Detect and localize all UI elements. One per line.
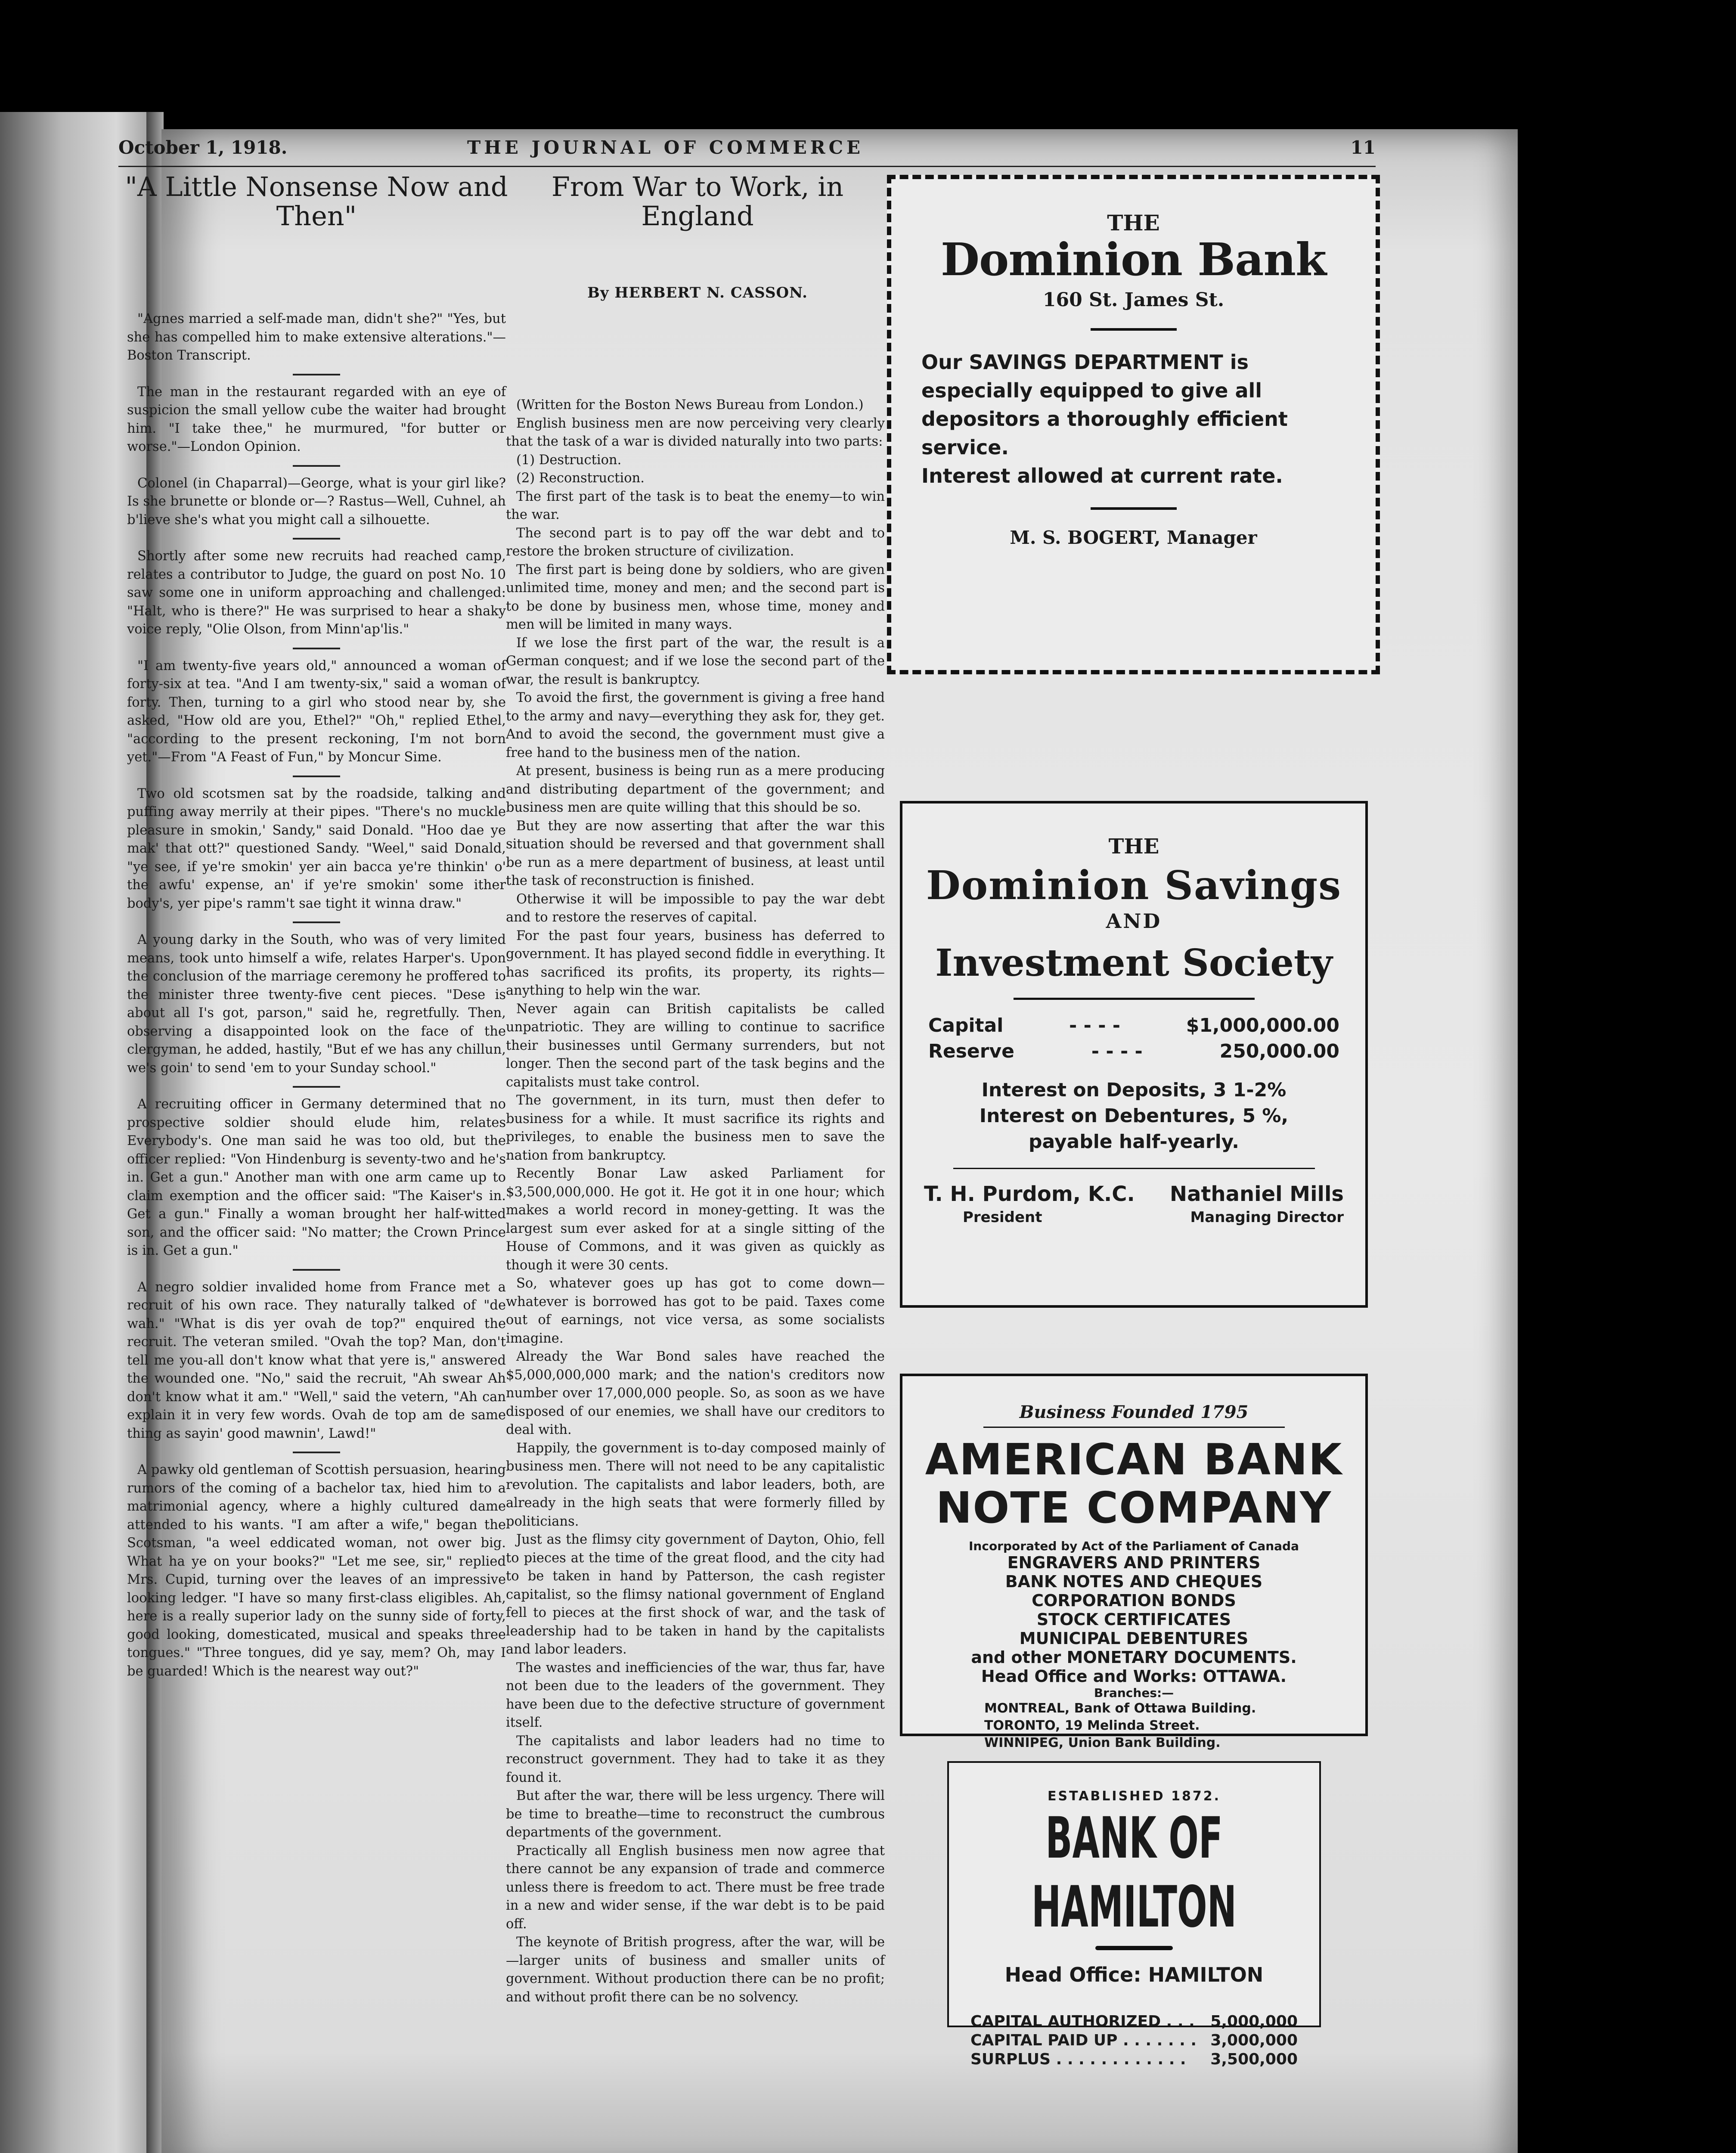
article-paragraph: A recruiting officer in Germany determined that no prospective soldier should elude him, relates Everybody's. One man said he was too old, but the officer replied: "Von Hindenburg is seventy-two and he's in. Get a gun." Another man with one arm came up to claim exemption and the officer said: "The Kaiser's in. Get a gun." Finally a woman brought her half-witted son, and the officer said: "No matter; the Crown Prince is in. Get a gun.": [127, 1097, 506, 1258]
figure-label: SURPLUS . . . . . . . . . . . .: [970, 2051, 1186, 2068]
officers-names: [924, 1182, 1344, 1206]
ad-dominion-bank-address: 160 St. James St.: [1042, 289, 1224, 311]
director-name: Nathaniel Mills: [1169, 1182, 1344, 1206]
article-paragraph: A young darky in the South, who was of very limited means, took unto himself a wife, relates Harper's. Upon the conclusion of the marriage ceremony he proffered to the minister three twenty-five cent pieces. "Dese is about all I's got, parson," said he, regretfully. Then, observing a disappointed look on the face of the clergyman, he added, hastily, "But ef we has any chillun, we's goin' to send 'em to your Sunday school.": [127, 932, 506, 1076]
article-paragraph: English business men are now perceiving very clearly that the task of a war is divided naturally into two parts:: [506, 416, 885, 449]
article-paragraph: The keynote of British progress, after the war, will be—larger units of business and smaller units of government. Without production there can be no profit; and without profit there can be no solvency.: [506, 1935, 885, 2005]
reserve-value: 250,000.00: [1219, 1040, 1339, 1062]
article-paragraph: Never again can British capitalists be called unpatriotic. They are willing to continue to sacrifice their businesses until Germany surrenders, but not longer. Then the second part of the task begins and the capitalists must take control.: [506, 1001, 885, 1090]
page-number: 11: [1350, 137, 1376, 158]
article-byline: By HERBERT N. CASSON.: [587, 284, 808, 301]
branch-line: MONTREAL, Bank of Ottawa Building.: [984, 1701, 1256, 1716]
service-line: MUNICIPAL DEBENTURES: [1019, 1629, 1249, 1648]
interest-debentures: Interest on Debentures, 5 %,: [979, 1105, 1289, 1127]
capital-label: Capital: [928, 1014, 1004, 1036]
ad-dominion-bank-the: THE: [1107, 210, 1160, 236]
ad-savings-the: THE: [1108, 835, 1159, 859]
separator: [293, 538, 340, 540]
article-paragraph: The government, in its turn, must then defer to business for a while. It must sacrifice its rights and privileges, to enable the business men to save the nation from bankruptcy.: [506, 1093, 885, 1163]
article-paragraph: A pawky old gentleman of Scottish persuasion, hearing rumors of the coming of a bachelor tax, hied him to a matrimonial agency, where a highly cultured dame attended to his wants. "I am after a wife," began the Scotsman, "a weel eddicated woman, not ower big. What ha ye on your books?" "Let me see, sir," replied Mrs. Cupid, turning over the leaves of an impressive looking ledger. "I have so many first-class eligibles. Ah, here is a really superior lady on the sunny side of forty, good looking, domesticated, musical and speaks three tongues." "Three tongues, did ye say, mem? Oh, may I be guarded! Which is the nearest way out?": [127, 1462, 506, 1679]
capital-figures: [970, 2012, 1319, 2069]
issue-date: October 1, 1918.: [118, 137, 288, 158]
separator: [293, 776, 340, 777]
ad-dominion-bank: [887, 175, 1380, 674]
article-paragraph: Recently Bonar Law asked Parliament for $3,500,000,000. He got it. He got it in one hour; which makes a world record in money-getting. It was the largest sum ever asked for at a single sitting of the House of Commons, and it was given as quickly as though it were 30 cents.: [506, 1166, 885, 1273]
figure-row: [970, 2031, 1298, 2050]
article-paragraph: Otherwise it will be impossible to pay the war debt and to restore the reserves of capital.: [506, 891, 885, 925]
page-header: [118, 137, 1376, 163]
ad-dominion-bank-name: Dominion Bank: [940, 233, 1327, 286]
separator: [293, 1269, 340, 1271]
article-paragraph: If we lose the first part of the war, the result is a German conquest; and if we lose the second part of the war, the result is bankruptcy.: [506, 635, 885, 687]
figure-label: CAPITAL AUTHORIZED . . .: [970, 2013, 1195, 2030]
article-war-to-work-column: [506, 396, 885, 2007]
article-paragraph: Colonel (in Chaparral)—George, what is your girl like? Is she brunette or blonde or—? Rastus—Well, Cuhnel, ah b'lieve she's what you might call a silhouette.: [127, 475, 506, 527]
ad-divider: [1014, 998, 1255, 1000]
bank-name: BANK OF HAMILTON: [1031, 1805, 1237, 1940]
article-paragraph: Already the War Bond sales have reached the $5,000,000,000 mark; and the nation's creditors now number over 17,000,000 people. So, as soon as we have disposed of our enemies, we shall have our creditors to deal with.: [506, 1349, 885, 1437]
ad-savings-line1: Dominion Savings: [926, 862, 1342, 909]
president-name: T. H. Purdom, K.C.: [924, 1182, 1135, 1206]
separator: [293, 374, 340, 375]
service-line: BANK NOTES AND CHEQUES: [1005, 1572, 1263, 1591]
service-line: ENGRAVERS AND PRINTERS: [1007, 1553, 1261, 1572]
article-paragraph: Practically all English business men now agree that there cannot be any expansion of trade and commerce unless there is freedom to act. There must be free trade in a new and wider sense, if the war debt is to be paid off.: [506, 1843, 885, 1932]
article-paragraph: (Written for the Boston News Bureau from London.): [516, 397, 864, 413]
reserve-dashes: - - - -: [1091, 1040, 1143, 1062]
article-paragraph: Shortly after some new recruits had reached camp, relates a contributor to Judge, the guard on post No. 10 saw some one in uniform approaching and challenged: "Halt, who is there?" He was surprised to hear a shaky voice reply, "Olie Olson, from Minn'ap'lis.": [127, 549, 506, 637]
capital-value: $1,000,000.00: [1186, 1014, 1339, 1036]
figure-value: 3,000,000: [1210, 2032, 1298, 2049]
ad-bank-of-hamilton: [947, 1761, 1321, 2068]
separator: [293, 1452, 340, 1453]
article-title-war-to-work: From War to Work, in England: [551, 171, 844, 232]
president-role: President: [963, 1209, 1042, 1226]
capital-dashes: - - - -: [1069, 1014, 1121, 1036]
article-paragraph: "I am twenty-five years old," announced a woman of forty-six at tea. "And I am twenty-six," said a woman of forty. Then, turning to a girl who stood near by, she asked, "How old are you, Ethel?" "Oh," replied Ethel, "according to the present reckoning, I'm not born yet."—From "A Feast of Fun," by Moncur Sime.: [127, 658, 506, 765]
ad-dominion-bank-body-1: Our SAVINGS DEPARTMENT is especially equipped to give all depositors a thoroughly efficient service.: [921, 351, 1288, 459]
head-office-line: Head Office and Works: OTTAWA.: [981, 1667, 1287, 1686]
interest-payable: payable half-yearly.: [1028, 1131, 1240, 1153]
separator: [293, 465, 340, 467]
branch-line: TORONTO, 19 Melinda Street.: [984, 1718, 1200, 1733]
article-paragraph: At present, business is being run as a mere producing and distributing department of the government; and business men are quite willing that this should be so.: [506, 763, 885, 815]
article-paragraph: For the past four years, business has deferred to government. It has played second fiddle in everything. It has sacrificed its profits, its property, its rights—anything to help win the war.: [506, 928, 885, 998]
ad-divider: [953, 1168, 1315, 1169]
ad-american-bank-note: [900, 1374, 1368, 1750]
article-paragraph: "Agnes married a self-made man, didn't she?" "Yes, but she has compelled him to make extensive alterations."—Boston Transcript.: [127, 311, 506, 363]
service-line: STOCK CERTIFICATES: [1036, 1610, 1231, 1629]
figure-row: [970, 2012, 1298, 2031]
founded-line: Business Founded 1795: [902, 1402, 1365, 1428]
ad-dominion-bank-body-2: Interest allowed at current rate.: [921, 464, 1283, 487]
article-paragraph: But they are now asserting that after the war this situation should be reversed and that government shall be run as a mere department of business, at least until the task of reconstruction is finished.: [506, 818, 885, 888]
company-name-2: NOTE COMPANY: [936, 1483, 1332, 1533]
article-paragraph: The first part is being done by soldiers, who are given unlimited time, money and men; and the second part is to be done by business men, whose time, money and men will be limited in many ways.: [506, 562, 885, 632]
article-paragraph: The man in the restaurant regarded with an eye of suspicion the small yellow cube the waiter had brought him. "I take thee," he murmured, "for butter or worse."—London Opinion.: [127, 384, 506, 454]
officers-roles: [924, 1209, 1344, 1226]
article-title-nonsense: "A Little Nonsense Now and Then": [125, 171, 508, 232]
article-paragraph: So, whatever goes up has got to come down—whatever is borrowed has got to be paid. Taxes come out of earnings, not vice versa, as some socialists imagine.: [506, 1276, 885, 1346]
branch-line: WINNIPEG, Union Bank Building.: [984, 1735, 1221, 1750]
ad-savings-capital-row: [928, 1013, 1339, 1039]
ad-savings-reserve-row: [928, 1039, 1339, 1064]
separator: [293, 648, 340, 649]
ad-divider: [1091, 507, 1177, 510]
article-paragraph: Happily, the government is to-day composed mainly of business men. There will not need to be any capitalistic revolution. The capitalists and labor leaders, both, are already in the high seats that were formerly filled by politicians.: [506, 1440, 885, 1529]
established-line: ESTABLISHED 1872.: [1047, 1789, 1221, 1804]
ornament: [1095, 1946, 1173, 1950]
service-line: and other MONETARY DOCUMENTS.: [971, 1648, 1297, 1667]
masthead: THE JOURNAL OF COMMERCE: [467, 137, 864, 158]
article-paragraph: The first part of the task is to beat the enemy—to win the war.: [506, 489, 885, 522]
article-paragraph: But after the war, there will be less urgency. There will be time to breathe—time to reconstruct the cumbrous departments of the government.: [506, 1788, 885, 1840]
head-office: Head Office: HAMILTON: [1004, 1963, 1264, 1986]
article-paragraph: (2) Reconstruction.: [516, 471, 645, 486]
reserve-label: Reserve: [928, 1040, 1014, 1062]
figure-value: 5,000,000: [1210, 2013, 1298, 2030]
article-paragraph: The capitalists and labor leaders had no time to reconstruct government. They had to take it as they found it.: [506, 1733, 885, 1785]
separator: [293, 921, 340, 923]
article-paragraph: To avoid the first, the government is giving a free hand to the army and navy—everything they ask for, they get. And to avoid the second, the government must give a free hand to the business men of the nation.: [506, 690, 885, 760]
director-role: Managing Director: [1190, 1209, 1344, 1226]
article-paragraph: The wastes and inefficiencies of the war, thus far, have not been due to the leaders of the government. They have been due to the defective structure of government itself.: [506, 1660, 885, 1730]
article-paragraph: Just as the flimsy city government of Dayton, Ohio, fell to pieces at the time of the great flood, and the city had to be taken in hand by Patterson, the cash register capitalist, so the flimsy national government of England fell to pieces at the first shock of war, and the task of leadership had to be taken in hand by the capitalists and labor leaders.: [506, 1532, 885, 1657]
ad-dominion-bank-manager: M. S. BOGERT, Manager: [1010, 527, 1257, 548]
ad-dominion-savings: [900, 801, 1368, 1308]
ad-savings-line2: Investment Society: [935, 941, 1333, 985]
separator: [293, 1086, 340, 1088]
incorporated-line: Incorporated by Act of the Parliament of Canada: [969, 1539, 1299, 1553]
ad-savings-and: AND: [1106, 909, 1162, 933]
article-paragraph: A negro soldier invalided home from France met a recruit of his own race. They naturally talked of "de wah." "What is dis yer ovah de top?" enquired the recruit. The veteran smiled. "Ovah the top? Man, don't tell me you-all don't know what that yere is," answered the wounded one. "No," said the recruit, "Ah swear Ah don't know what it am." "Well," said the vetern, "Ah can explain it in very few words. Ovah de top am de same thing as sayin' good mawnin', Lawd!": [127, 1279, 506, 1441]
company-name-1: AMERICAN BANK: [925, 1434, 1343, 1485]
ad-divider: [1091, 328, 1177, 331]
figure-value: 3,500,000: [1210, 2051, 1298, 2068]
branches-label: Branches:—: [1094, 1686, 1174, 1700]
figure-row: [970, 2050, 1298, 2069]
article-paragraph: (1) Destruction.: [516, 452, 622, 468]
article-paragraph: Two old scotsmen sat by the roadside, talking and puffing away merrily at their pipes. "There's no muckle pleasure in smokin,' Sandy," said Donald. "Hoo dae ye mak' that ott?" questioned Sandy. "Weel," said Donald, "ye see, if ye're smokin' yer ain bacca ye're thinkin' o' the awfu' expense, an' if ye're smokin' some ither body's, yer pipe's ramm't sae tight it winna draw.": [127, 786, 506, 911]
header-rule: [118, 166, 1376, 167]
service-line: CORPORATION BONDS: [1032, 1591, 1236, 1610]
article-paragraph: The second part is to pay off the war debt and to restore the broken structure of civilization.: [506, 525, 885, 559]
figure-label: CAPITAL PAID UP . . . . . . .: [970, 2032, 1197, 2049]
article-nonsense-column: [127, 310, 506, 1681]
interest-deposits: Interest on Deposits, 3 1-2%: [981, 1079, 1286, 1101]
